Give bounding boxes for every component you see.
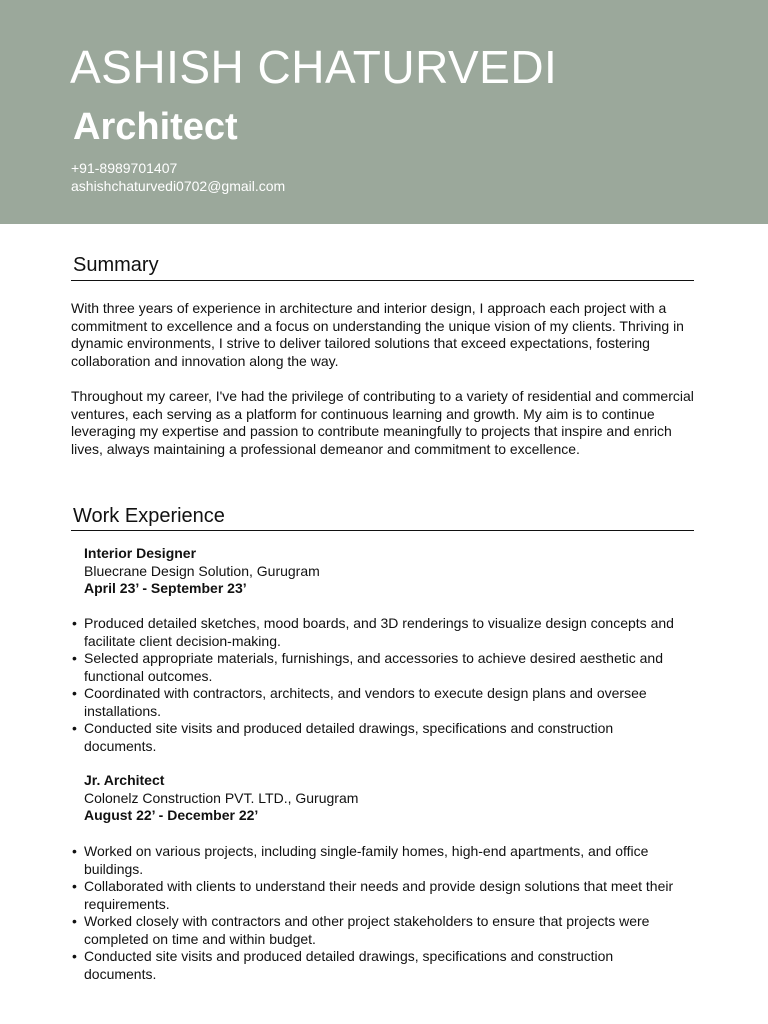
list-item: • Worked closely with contractors and other project stakeholders to ensure that projects were completed on time and within budget. [72,913,684,948]
resume-header [0,0,768,224]
list-item: • Conducted site visits and produced detailed drawings, specifications and construction documents. [72,948,684,983]
candidate-role: Architect [73,106,238,148]
work-experience-heading: Work Experience [73,505,225,527]
job-company: Colonelz Construction PVT. LTD., Gurugram [84,789,359,806]
list-item: • Worked on various projects, including single-family homes, high-end apartments, and office buildings. [72,843,684,878]
job-company: Bluecrane Design Solution, Gurugram [84,562,320,579]
job-dates: April 23’ - September 23’ [84,580,247,596]
list-item: • Coordinated with contractors, architects, and vendors to execute design plans and oversee installations. [72,685,684,720]
list-item: • Collaborated with clients to understand their needs and provide design solutions that meet their requirements. [72,878,684,913]
summary-paragraph-1: With three years of experience in architecture and interior design, I approach each project with a commitment to excellence and a focus on understanding the unique vision of my clients. Thriving in dynamic environments, I strive to deliver tailored solutions that exceed expectations, fostering collaboration and innovation along the way. [71,300,684,369]
phone-number: +91-8989701407 [71,160,178,176]
email-address[interactable]: ashishchaturvedi0702@gmail.com [71,178,286,194]
list-item: • Conducted site visits and produced detailed drawings, specifications and construction documents. [72,720,684,755]
job-responsibilities [72,615,684,755]
job-responsibilities [72,843,684,983]
job-entry [84,772,358,825]
summary-divider [71,280,694,281]
job-title: Jr. Architect [84,772,165,788]
summary-paragraph-2: Throughout my career, I've had the privilege of contributing to a variety of residential and commercial ventures, each serving as a platform for continuous learning and growth. My aim is to continue leveraging my expertise and passion to contribute meaningfully to projects that inspire and enrich lives, always maintaining a professional demeanor and commitment to excellence. [71,388,694,457]
job-title: Interior Designer [84,545,197,561]
list-item: • Produced detailed sketches, mood boards, and 3D renderings to visualize design concepts and facilitate client decision-making. [72,615,684,650]
job-entry [84,545,320,598]
summary-heading: Summary [73,254,159,276]
job-dates: August 22’ - December 22’ [84,807,259,823]
list-item: • Selected appropriate materials, furnishings, and accessories to achieve desired aesthetic and functional outcomes. [72,650,684,685]
candidate-name: ASHISH CHATURVEDI [70,41,558,93]
work-experience-divider [71,530,694,531]
